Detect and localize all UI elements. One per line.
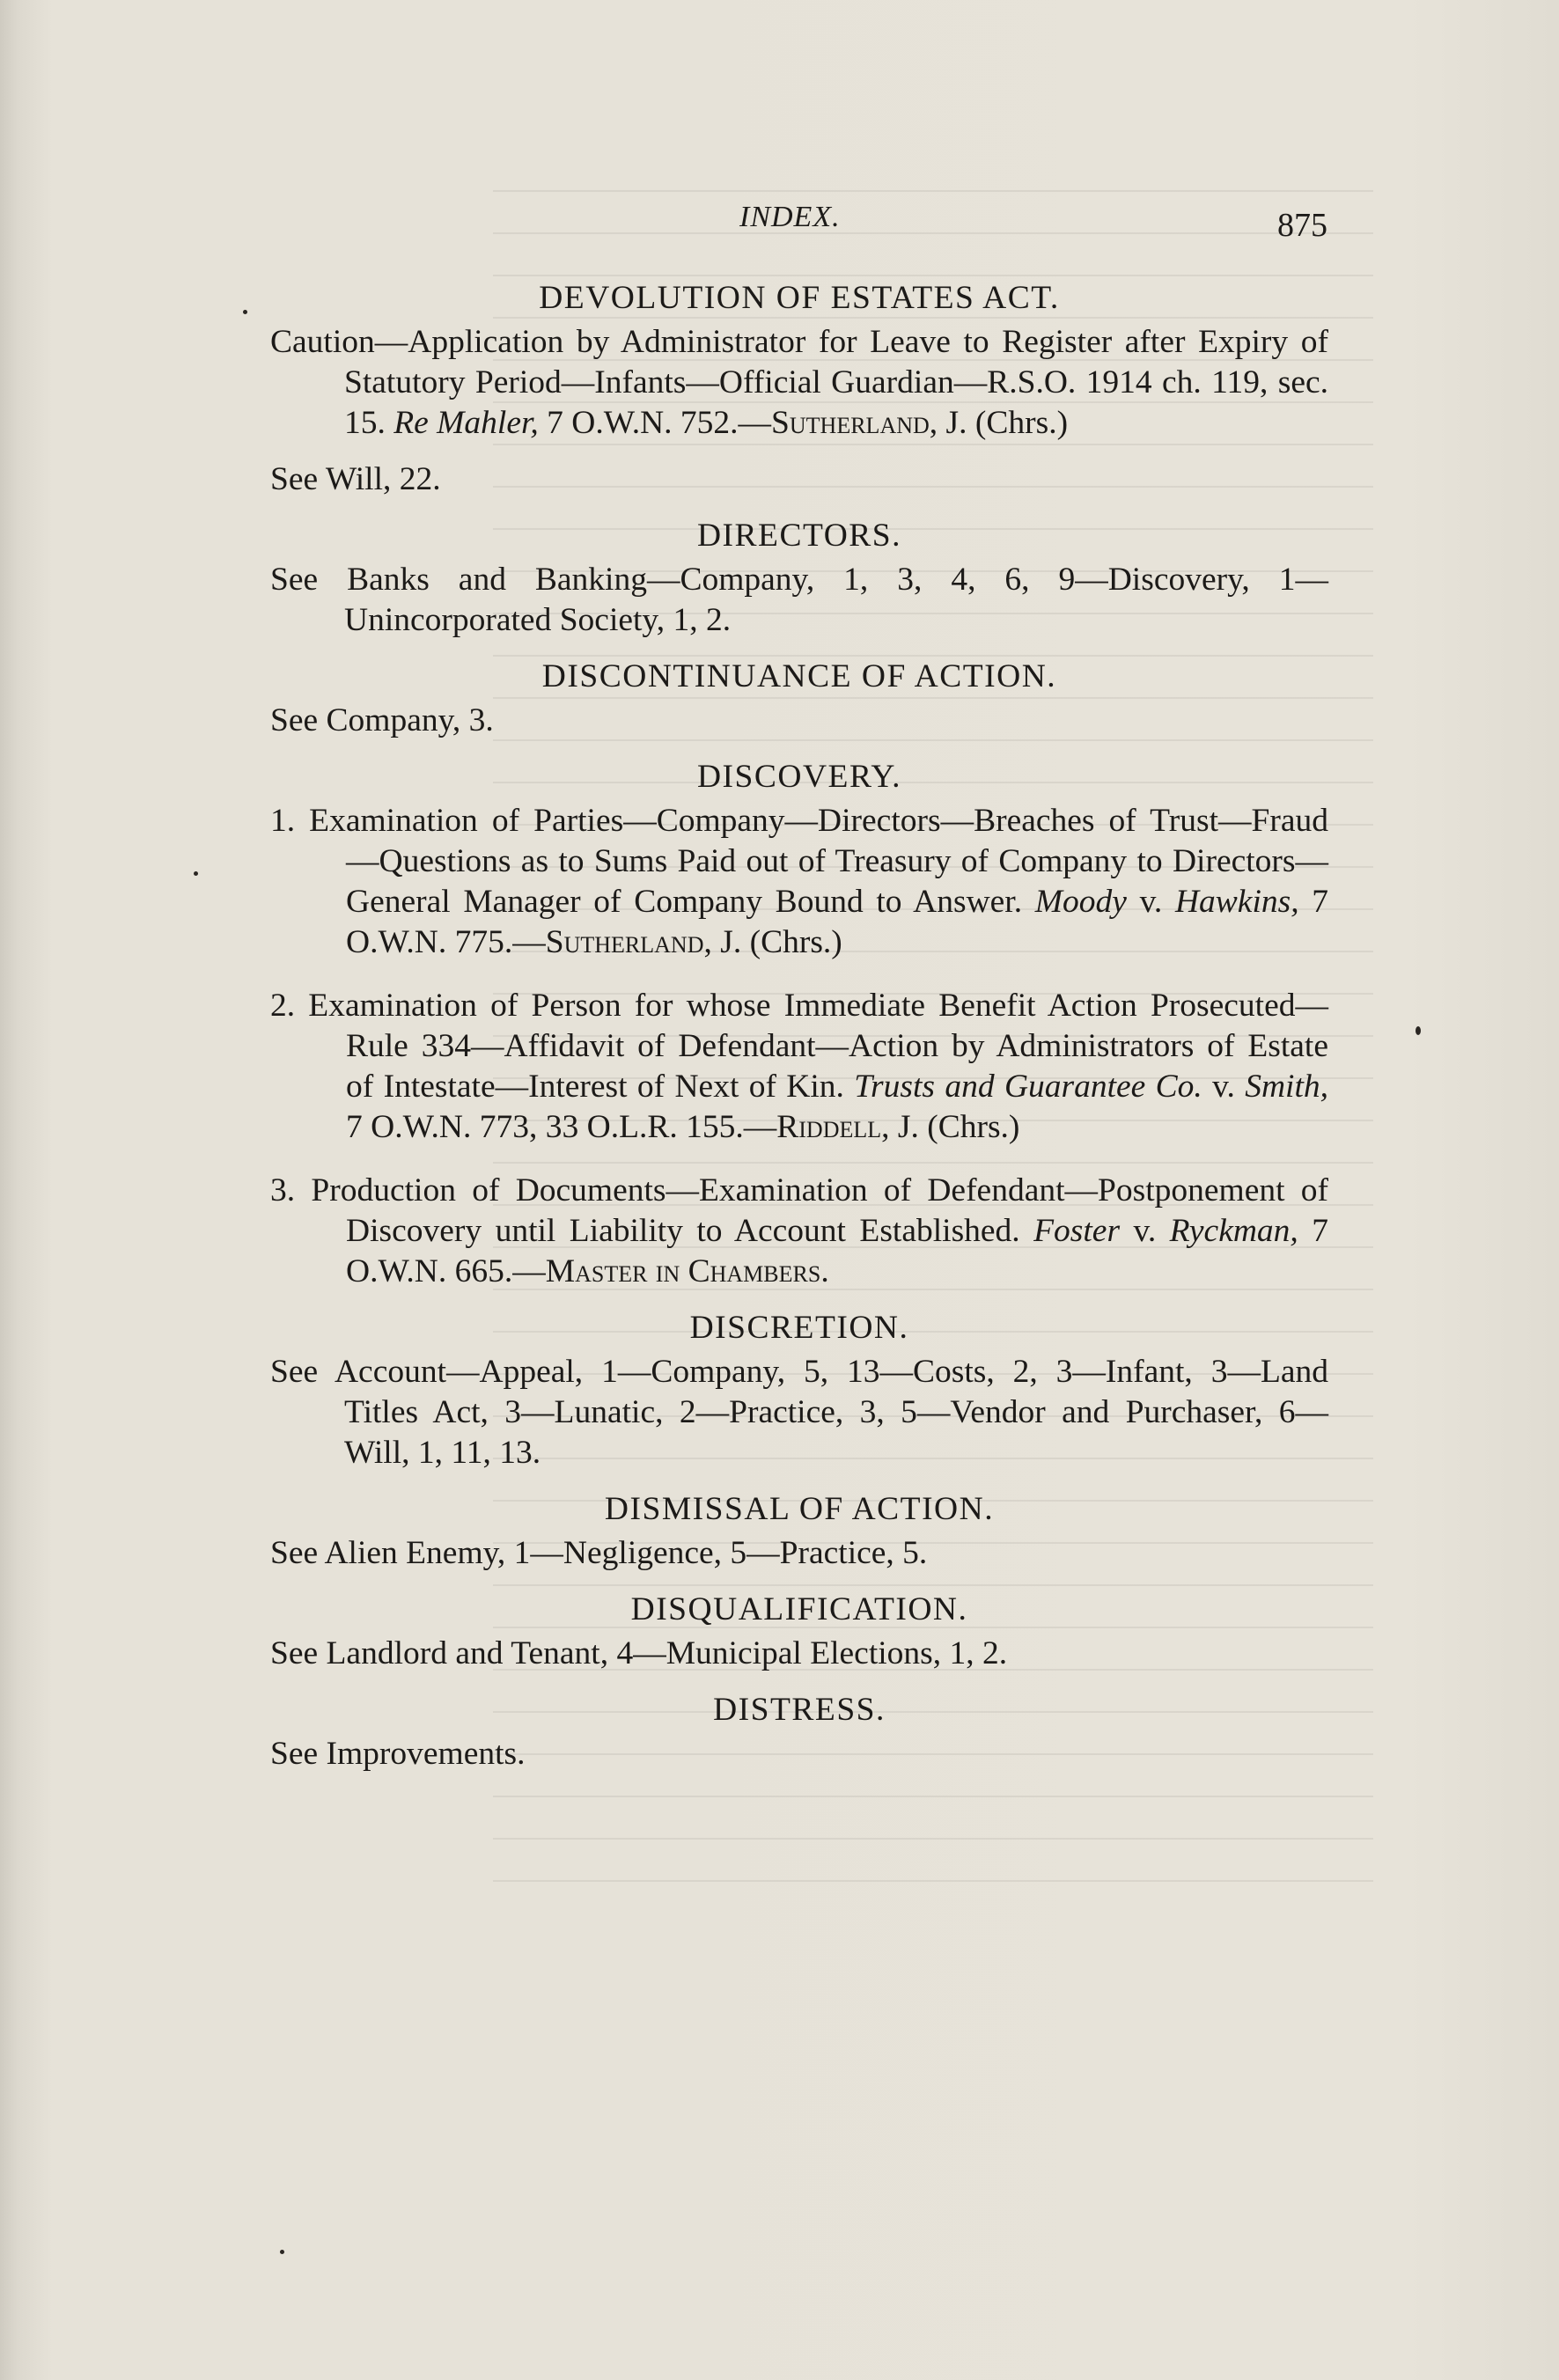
- case-citation: 7 O.W.N. 665.—: [346, 1213, 1328, 1289]
- case-citation: 7 O.W.N. 775.—: [346, 884, 1328, 960]
- versus: v.: [1120, 1213, 1170, 1249]
- discovery-entry-2: [270, 986, 1328, 1148]
- discovery-entry-3: [270, 1171, 1328, 1292]
- case-name: Re Mahler,: [393, 405, 539, 441]
- ink-speck: [194, 871, 198, 876]
- see-reference-discretion: See Account—Appeal, 1—Company, 5, 13—Costs, 2, 3—Infant, 3—Land Titles Act, 3—Lunatic, 2—Practice, 3, 5—Vendor and Purchaser, 6—Will, 1, 11, 13.: [270, 1354, 1328, 1471]
- section-heading-directors: DIRECTORS.: [696, 518, 902, 554]
- running-head: INDEX.: [739, 201, 841, 233]
- section-heading-disqualification: DISQUALIFICATION.: [630, 1591, 968, 1627]
- see-reference-directors: See Banks and Banking—Company, 1, 3, 4, 6, 9—Discovery, 1—Unincorporated Society, 1, 2.: [270, 562, 1328, 638]
- entry-text: 3. Production of Documents—Examination of Defendant—Postponement of Discovery until Liability to Account Established.: [270, 1172, 1328, 1249]
- case-party-a: Foster: [1033, 1213, 1121, 1249]
- ink-speck: [243, 310, 247, 314]
- section-heading-distress: DISTRESS.: [713, 1692, 886, 1728]
- page-header: [264, 201, 1327, 253]
- see-reference-dismissal: See Alien Enemy, 1—Negligence, 5—Practice, 5.: [270, 1535, 928, 1571]
- court-note: (Chrs.): [741, 924, 842, 960]
- see-reference-discontinuance: See Company, 3.: [270, 702, 494, 738]
- see-reference-devolution: See Will, 22.: [270, 461, 441, 497]
- versus: v.: [1202, 1069, 1246, 1105]
- judge-name: Master in Chambers.: [545, 1253, 829, 1289]
- case-citation: 7 O.W.N. 773, 33 O.L.R. 155.—: [346, 1109, 777, 1145]
- discovery-entry-1: [270, 801, 1328, 963]
- court-note: (Chrs.): [918, 1109, 1020, 1145]
- case-party-a: Trusts and Guarantee Co.: [854, 1069, 1202, 1105]
- section-heading-discontinuance: DISCONTINUANCE OF ACTION.: [541, 658, 1057, 694]
- index-entry-caution: [270, 322, 1328, 444]
- judge-name: Sutherland, J.: [545, 924, 742, 960]
- judge-name: Riddell, J.: [776, 1109, 919, 1145]
- court-note: (Chrs.): [967, 405, 1069, 441]
- section-heading-devolution: DEVOLUTION OF ESTATES ACT.: [539, 280, 1060, 316]
- section-heading-dismissal: DISMISSAL OF ACTION.: [604, 1491, 995, 1527]
- case-party-a: Moody: [1034, 884, 1127, 920]
- entry-text: 2. Examination of Person for whose Immediate Benefit Action Prosecuted—Rule 334—Affidavit of Defendant—Action by Administrators of Estate of Intestate—Interest of Next of Kin.: [270, 988, 1328, 1105]
- judge-name: Sutherland, J.: [771, 405, 967, 441]
- index-content: [270, 278, 1328, 1774]
- see-reference-distress: See Improvements.: [270, 1736, 526, 1772]
- case-citation: 7 O.W.N. 752.—: [538, 405, 772, 441]
- section-heading-discretion: DISCRETION.: [689, 1310, 909, 1346]
- ink-speck: [1416, 1026, 1421, 1035]
- page-number: 875: [1277, 207, 1327, 244]
- case-party-b: Hawkins,: [1174, 884, 1299, 920]
- see-reference-disqualification: See Landlord and Tenant, 4—Municipal Elections, 1, 2.: [270, 1635, 1008, 1671]
- section-heading-discovery: DISCOVERY.: [696, 759, 902, 795]
- versus: v.: [1126, 884, 1175, 920]
- case-party-b: Ryckman,: [1169, 1213, 1298, 1249]
- case-party-b: Smith,: [1245, 1069, 1328, 1105]
- ink-speck: [280, 2250, 284, 2254]
- entry-text: Caution—Application by Administrator for Leave to Register after Expiry of Statutory Period—Infants—Official Guardian—R.S.O. 1914 ch. 119, sec. 15.: [270, 324, 1328, 441]
- entry-text: 1. Examination of Parties—Company—Directors—Breaches of Trust—Fraud—Questions as to Sums Paid out of Treasury of Company to Directors—General Manager of Company Bound to Answer.: [270, 803, 1328, 920]
